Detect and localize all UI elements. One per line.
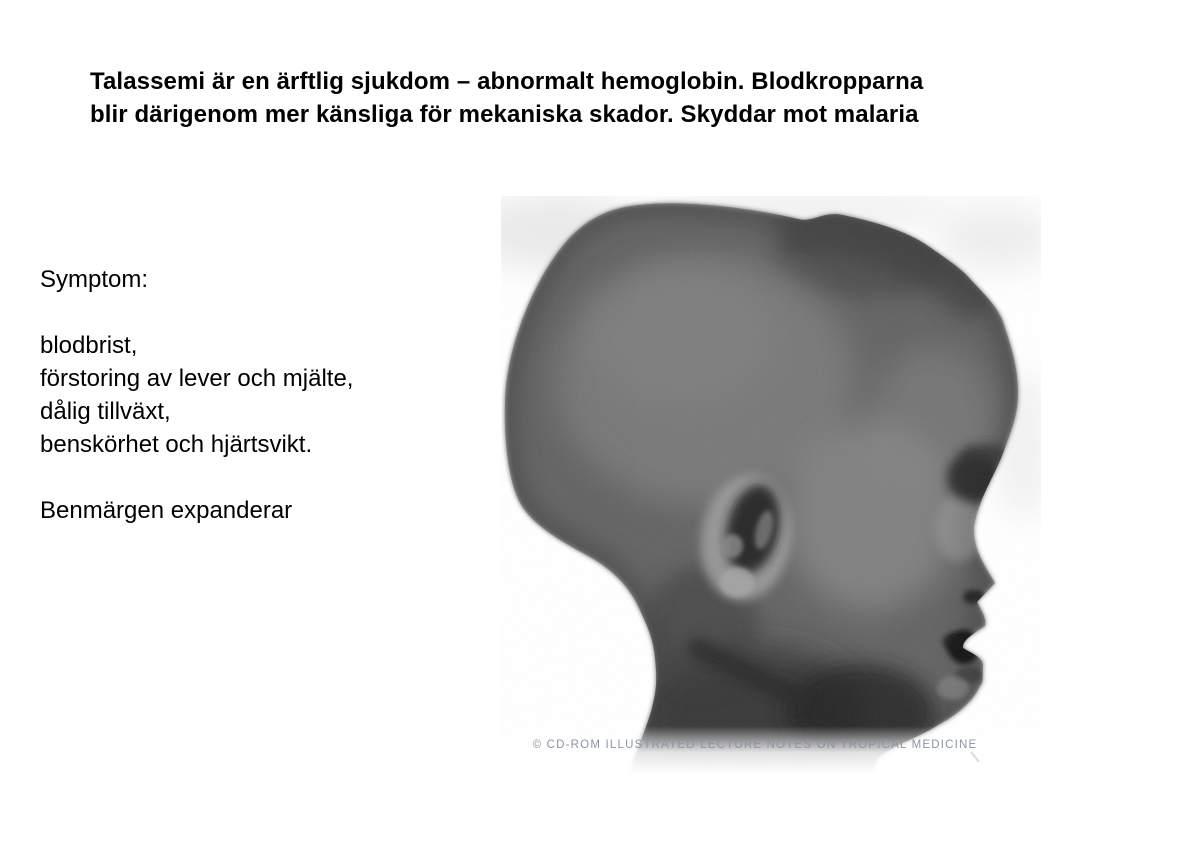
photo-caption: © CD-ROM ILLUSTRATED LECTURE NOTES ON TROPICAL MEDICINE: [532, 739, 978, 751]
symptom-item-4: benskörhet och hjärtsvikt.: [40, 431, 313, 458]
symptom-item-1: blodbrist,: [40, 332, 138, 359]
symptom-item-2: förstoring av lever och mjälte,: [40, 365, 354, 392]
slide-title-line-1: Talassemi är en ärftlig sjukdom – abnormalt hemoglobin. Blodkropparna: [90, 68, 924, 95]
symptoms-heading: Symptom:: [40, 266, 149, 293]
symptom-item-3: dålig tillväxt,: [40, 398, 171, 425]
blank-line: [40, 461, 480, 494]
slide-title-line-2: blir därigenom mer känsliga för mekaniska skador. Skyddar mot malaria: [90, 101, 919, 128]
symptoms-conclusion: Benmärgen expanderar: [40, 497, 293, 524]
thalassemia-child-photo-art: [501, 196, 1041, 774]
blank-line: [40, 296, 480, 329]
slide-title: [90, 65, 1090, 131]
symptoms-text-block: [40, 263, 480, 527]
thalassemia-child-photo: [501, 196, 1041, 774]
